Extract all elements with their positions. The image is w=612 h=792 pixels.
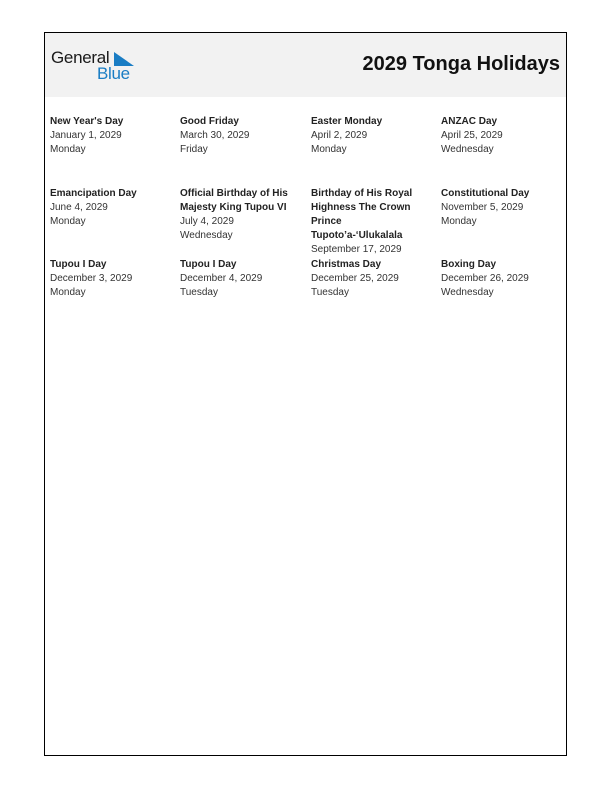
holiday-item [441, 187, 565, 229]
holiday-name: Official Birthday of His Majesty King Tupou VI [180, 188, 288, 213]
holiday-name: Tupou I Day [180, 259, 237, 270]
holiday-name: Easter Monday [311, 116, 383, 127]
holiday-item [311, 115, 435, 157]
holiday-item [311, 187, 415, 257]
holiday-weekday: Monday [441, 216, 477, 227]
generalblue-logo [51, 48, 141, 84]
holiday-weekday: Wednesday [180, 230, 233, 241]
holiday-weekday: Wednesday [441, 144, 494, 155]
holiday-date: July 4, 2029 [180, 216, 234, 227]
holiday-name: Good Friday [180, 116, 239, 127]
holiday-date: March 30, 2029 [180, 130, 250, 141]
logo-general-text: General [51, 48, 110, 67]
page-title: 2029 Tonga Holidays [362, 53, 560, 75]
header [45, 33, 566, 97]
holiday-weekday: Tuesday [180, 287, 218, 298]
holiday-item [50, 258, 174, 300]
holiday-item [180, 187, 292, 243]
logo-blue-text: Blue [97, 64, 130, 83]
holiday-weekday: Monday [50, 287, 86, 298]
holiday-item [50, 115, 174, 157]
holiday-date: June 4, 2029 [50, 202, 108, 213]
holiday-date: December 3, 2029 [50, 273, 133, 284]
holiday-name: Birthday of His Royal Highness The Crown Prince Tupoto’a-‘Ulukalala [311, 188, 413, 241]
holiday-item [311, 258, 435, 300]
holiday-date: January 1, 2029 [50, 130, 122, 141]
holiday-date: December 25, 2029 [311, 273, 399, 284]
holiday-name: Boxing Day [441, 259, 497, 270]
holiday-date: September 17, 2029 [311, 244, 402, 255]
holiday-name: Tupou I Day [50, 259, 107, 270]
holiday-item [180, 115, 304, 157]
holiday-weekday: Wednesday [441, 287, 494, 298]
holiday-weekday: Friday [180, 144, 208, 155]
holiday-item [441, 115, 565, 157]
holiday-weekday: Monday [311, 144, 347, 155]
holiday-weekday: Monday [50, 144, 86, 155]
page-frame [44, 32, 567, 756]
holiday-date: November 5, 2029 [441, 202, 524, 213]
holiday-name: Emancipation Day [50, 188, 137, 199]
holiday-date: April 25, 2029 [441, 130, 503, 141]
holiday-date: December 4, 2029 [180, 273, 263, 284]
holiday-name: Christmas Day [311, 259, 382, 270]
holiday-item [441, 258, 565, 300]
holiday-item [180, 258, 304, 300]
holiday-item [50, 187, 174, 229]
holiday-name: New Year's Day [50, 116, 124, 127]
holiday-name: ANZAC Day [441, 116, 498, 127]
holiday-date: April 2, 2029 [311, 130, 368, 141]
holiday-weekday: Tuesday [311, 287, 349, 298]
holiday-name: Constitutional Day [441, 188, 530, 199]
holiday-date: December 26, 2029 [441, 273, 529, 284]
holiday-weekday: Monday [50, 216, 86, 227]
